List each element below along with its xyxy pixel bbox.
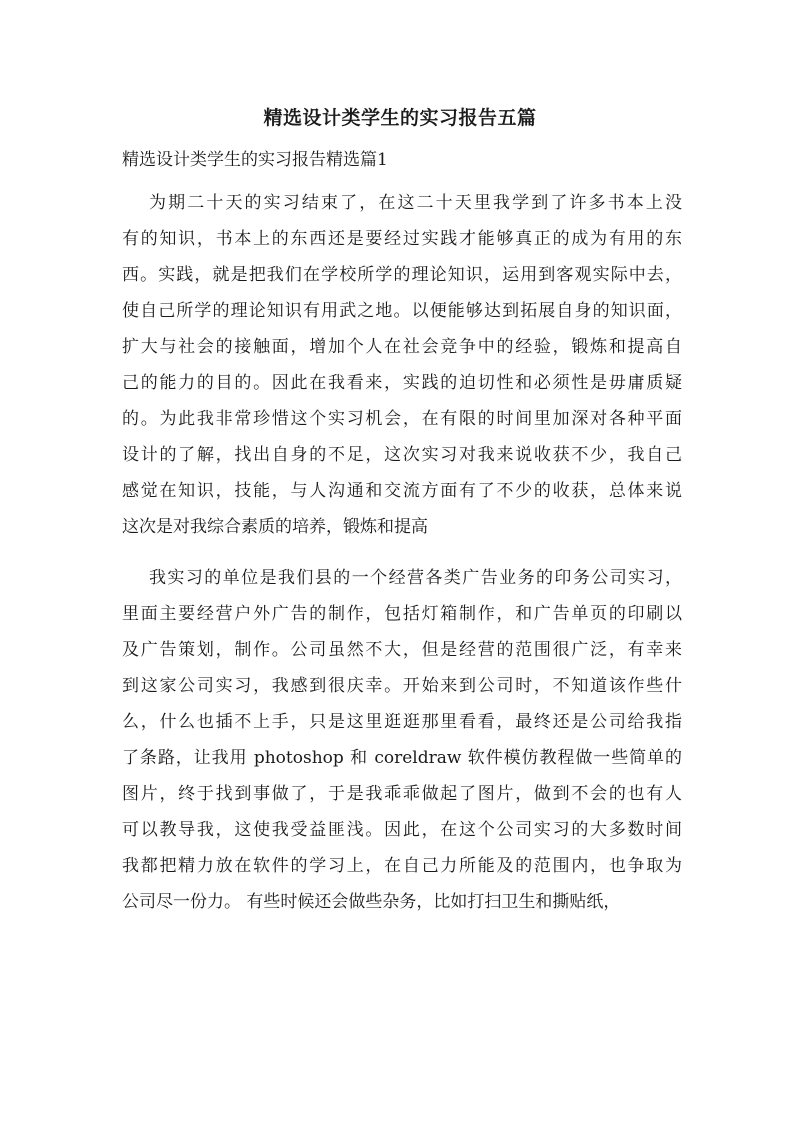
paragraph-line: 为期二十天的实习结束了，在这二十天里我学到了许多书本上没 [149,193,682,213]
paragraph-line: 我实习的单位是我们县的一个经营各类广告业务的印务公司实习， [149,568,682,588]
paragraph-line: 扩大与社会的接触面，增加个人在社会竞争中的经验，锻炼和提高自 [122,337,682,357]
paragraph-line: 公司尽一份力。 有些时候还会做些杂务，比如打扫卫生和撕贴纸， [122,892,621,912]
paragraph-line: 我都把精力放在软件的学习上，在自己力所能及的范围内，也争取为 [122,856,682,876]
document-body [122,185,682,920]
paragraph-line: 图片，终于找到事做了，于是我乖乖做起了图片，做到不会的也有人 [122,784,682,804]
paragraph-line: 到这家公司实习，我感到很庆幸。开始来到公司时，不知道该作些什 [122,676,682,696]
paragraph-line: 可以教导我，这使我受益匪浅。因此，在这个公司实习的大多数时间 [122,820,682,840]
paragraph-line: 感觉在知识，技能，与人沟通和交流方面有了不少的收获，总体来说 [122,481,682,501]
paragraph-line: 么，什么也插不上手，只是这里逛逛那里看看，最终还是公司给我指 [122,712,682,732]
paragraph-line: 使自己所学的理论知识有用武之地。以便能够达到拓展自身的知识面， [122,301,682,321]
paragraph-line: 这次是对我综合素质的培养，锻炼和提高 [122,517,428,537]
paragraph-line: 西。实践，就是把我们在学校所学的理论知识，运用到客观实际中去， [122,265,682,285]
document-title: 精选设计类学生的实习报告五篇 [263,107,537,129]
paragraph-line: 了条路，让我用 photoshop 和 coreldraw 软件模仿教程做一些简单的 [122,748,682,768]
paragraph-gap [122,545,682,560]
paragraph-line: 及广告策划，制作。公司虽然不大，但是经营的范围很广泛，有幸来 [122,640,682,660]
paragraph-1 [122,185,682,545]
section-heading: 精选设计类学生的实习报告精选篇1 [122,150,388,170]
paragraph-line: 设计的了解，找出自身的不足，这次实习对我来说收获不少，我自己 [122,445,682,465]
paragraph-line: 己的能力的目的。因此在我看来，实践的迫切性和必须性是毋庸质疑 [122,373,682,393]
paragraph-line: 里面主要经营户外广告的制作，包括灯箱制作，和广告单页的印刷以 [122,604,682,624]
paragraph-line: 有的知识，书本上的东西还是要经过实践才能够真正的成为有用的东 [122,229,682,249]
paragraph-2 [122,560,682,920]
paragraph-line: 的。为此我非常珍惜这个实习机会，在有限的时间里加深对各种平面 [122,409,682,429]
